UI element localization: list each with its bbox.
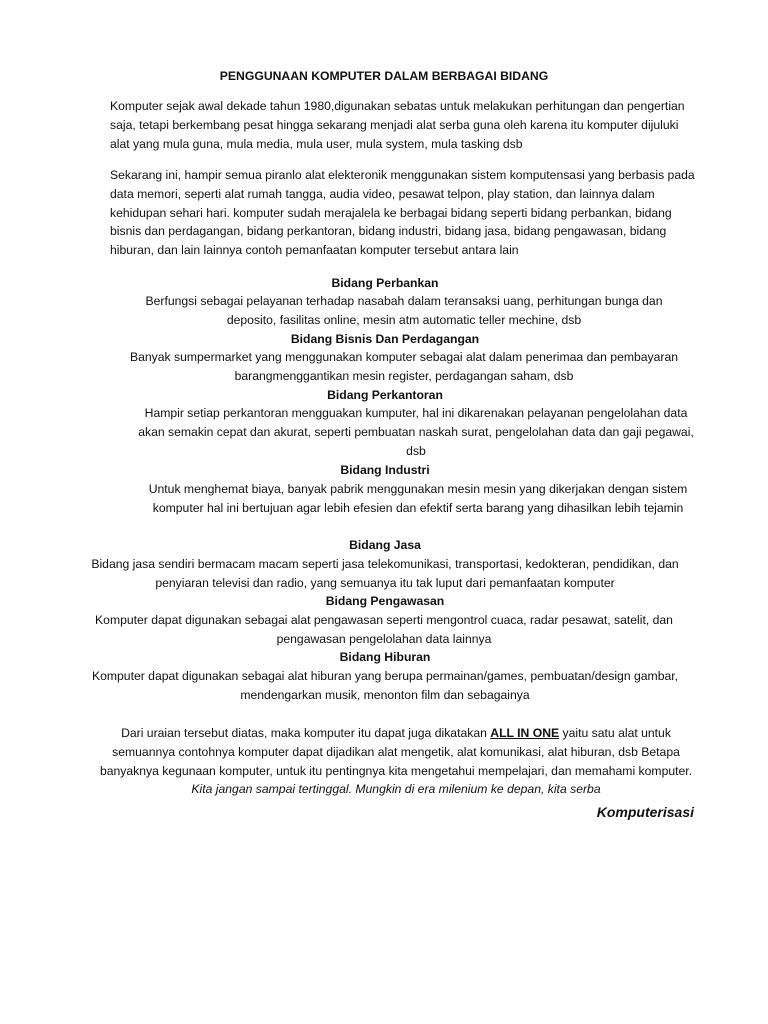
section-body-jasa: Bidang jasa sendiri bermacam macam seperti jasa telekomunikasi, transportasi, kedokteran, pendidikan, dan penyiaran televisi dan radio, yang semuanya itu tak luput dari pemanfaatan komputer	[91, 557, 679, 590]
closing-paragraph	[96, 724, 696, 799]
section-heading-perkantoran: Bidang Perkantoran	[327, 388, 443, 402]
section-heading-bisnis: Bidang Bisnis Dan Perdagangan	[290, 332, 480, 346]
section-heading-hiburan: Bidang Hiburan	[339, 650, 431, 664]
section-body-bisnis: Banyak sumpermarket yang menggunakan komputer sebagai alat dalam penerimaa dan pembayaran barangmenggantikan mesin register, perdagangan saham, dsb	[129, 350, 679, 383]
section-heading-perbankan: Bidang Perbankan	[331, 276, 439, 290]
section-body-perbankan: Berfungsi sebagai pelayanan terhadap nasabah dalam teransaksi uang, perhitungan bunga dan deposito, fasilitas online, mesin atm automatic teller mechine, dsb	[145, 294, 663, 327]
intro-paragraph-2	[74, 166, 696, 260]
intro-paragraph-1	[74, 97, 696, 153]
section-heading-pengawasan: Bidang Pengawasan	[325, 594, 445, 608]
section-body-pengawasan: Komputer dapat digunakan sebagai alat pengawasan seperti mengontrol cuaca, radar pesawat, satelit, dan pengawasan pengelolahan data lainnya	[95, 613, 673, 646]
section-heading-industri: Bidang Industri	[340, 463, 430, 477]
section-body-hiburan: Komputer dapat digunakan sebagai alat hiburan yang berupa permainan/games, pembuatan/design gambar, mendengarkan musik, menonton film dan sebagainya	[91, 669, 679, 702]
section-body-industri: Untuk menghemat biaya, banyak pabrik menggunakan mesin mesin yang dikerjakan dengan sistem komputer hal ini bertujuan agar lebih efesien dan efektif serta barang yang dihasilkan lebih tejamin	[148, 482, 688, 515]
section-heading-jasa: Bidang Jasa	[349, 538, 421, 552]
intro-paragraph-2-text: Sekarang ini, hampir semua piranlo alat elekteronik menggunakan sistem komputensasi yang berbasis pada data memori, seperti alat rumah tangga, audia video, pesawat telpon, play station, dan lainnya dalam kehidupan sehari hari. komputer sudah merajalela ke berbagai bidang seperti bidang perbankan, bidang bisnis dan perdagangan, bidang perkantoran, bidang industri, bidang jasa, bidang pengawasan, bidang hiburan, dan lain lainnya contoh pemanfaatan komputer tersebut antara lain	[110, 168, 695, 258]
closing-italic-text: Kita jangan sampai tertinggal. Mungkin di era milenium ke depan, kita serba	[191, 782, 601, 797]
section-body-perkantoran: Hampir setiap perkantoran mengguakan kumputer, hal ini dikarenakan pelayanan pengelolahan data akan semakin cepat dan akurat, seperti pembuatan naskah surat, pengelolahan data dan gaji pegawai, dsb	[138, 406, 694, 458]
closing-text-before: Dari uraian tersebut diatas, maka komputer itu dapat juga dikatakan	[121, 726, 491, 740]
intro-paragraph-1-text: Komputer sejak awal dekade tahun 1980,digunakan sebatas untuk melakukan perhitungan dan pengertian saja, tetapi berkembang pesat hingga sekarang menjadi alat serba guna oleh karena itu komputer dijuluki alat yang mula guna, mula media, mula user, mula system, mula tasking dsb	[110, 99, 685, 151]
all-in-one-emphasis: ALL IN ONE	[490, 726, 560, 740]
closing-text-after: yaitu satu alat untuk semuannya contohnya komputer dapat dijadikan alat mengetik, alat komunikasi, alat hiburan, dsb Betapa banyaknya kegunaan komputer, untuk itu pentingnya kita mengetahui mempelajari, dan memahami komputer.	[99, 726, 693, 778]
document-title: PENGGUNAAN KOMPUTER DALAM BERBAGAI BIDANG	[219, 69, 549, 83]
signature-komputerisasi: Komputerisasi	[596, 804, 694, 820]
